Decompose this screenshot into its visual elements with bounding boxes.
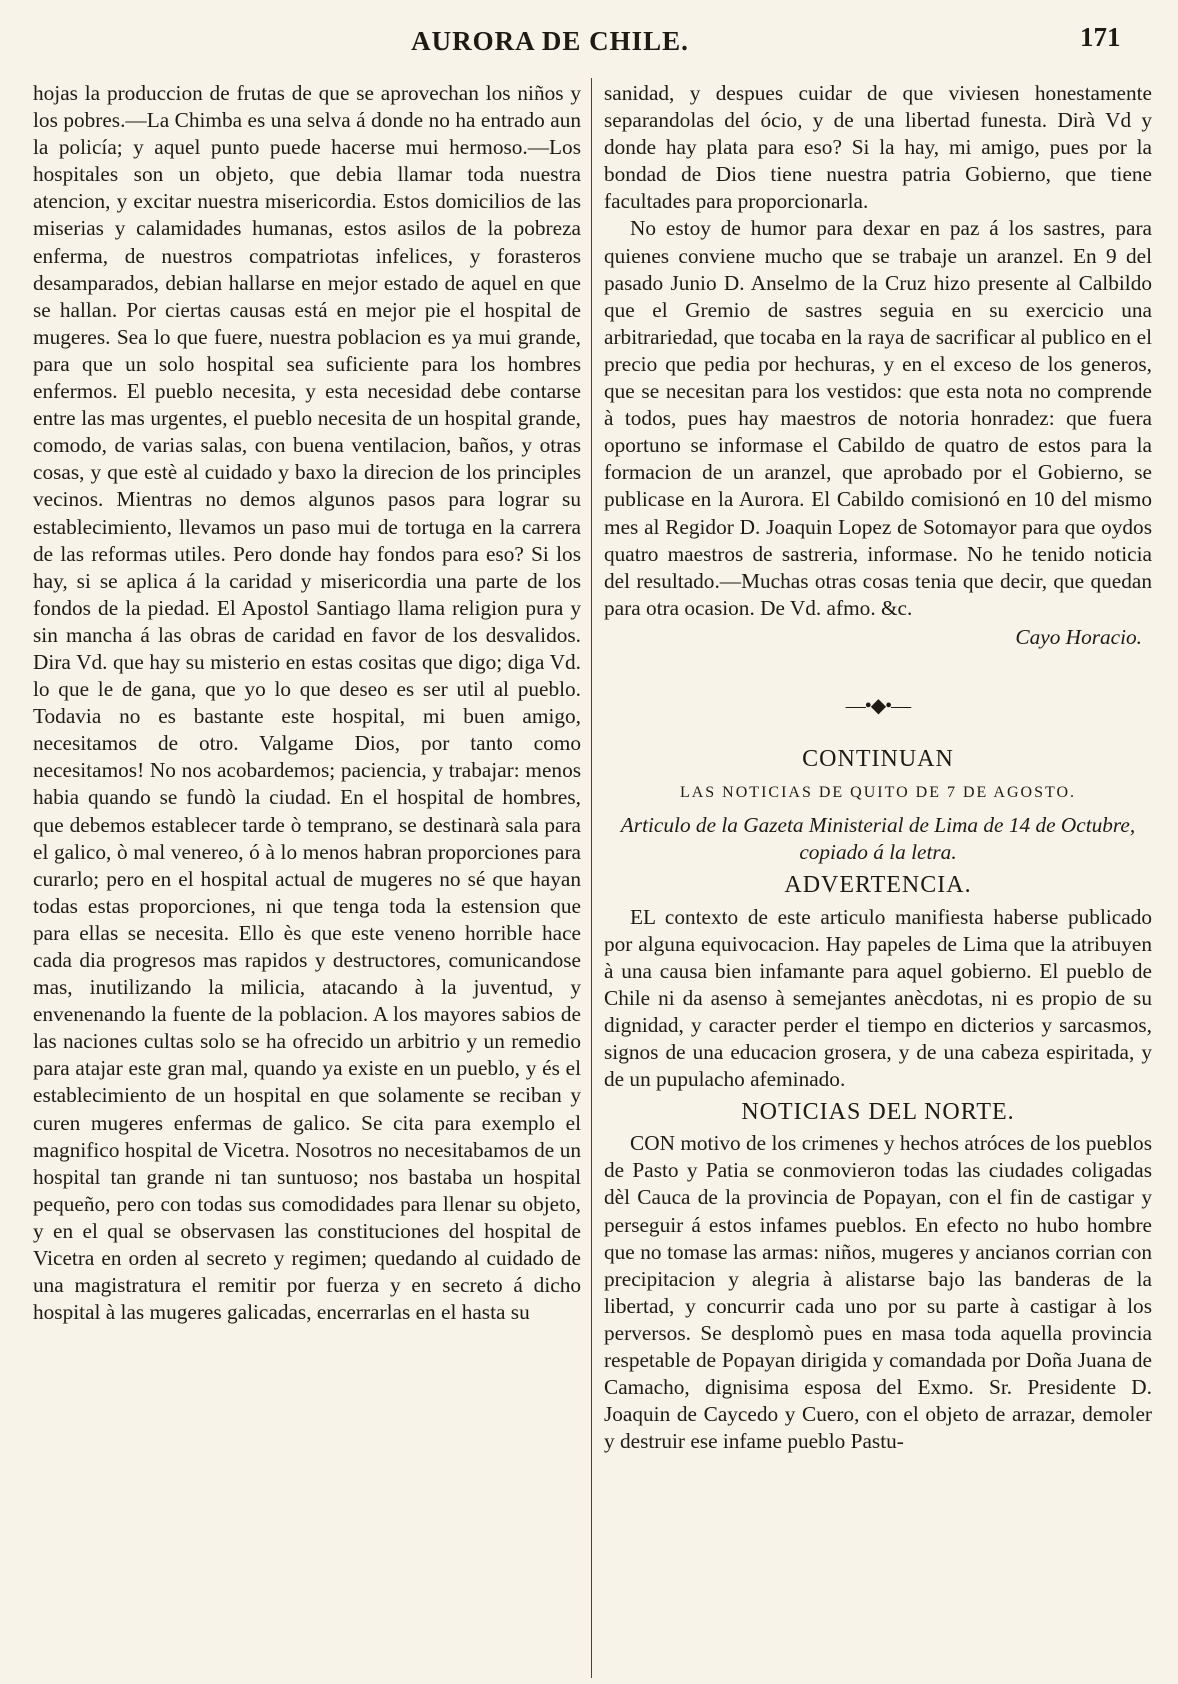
right-column	[604, 80, 1152, 1680]
column-divider	[591, 78, 592, 1678]
newspaper-title: AURORA DE CHILE.	[411, 26, 689, 56]
right-paragraph-3: EL contexto de este articulo manifiesta haberse publicado por alguna equivocacion. Hay papeles de Lima que la atribuyen à una causa bien infamante para aquel gobierno. El pueblo de Chile ni da asenso à semejantes anècdotas, ni es propio de su dignidad, y caracter perder el tiempo en dicterios y sarcasmos, signos de una educacion grosera, y de una cabeza espiritada, y de un pupulacho afeminado.	[604, 904, 1152, 1092]
left-paragraph-1: hojas la produccion de frutas de que se aprovechan los niños y los pobres.—La Chimba es una selva á donde no ha entrado aun la policía; y aquel punto puede hacerse mui hermoso.—Los hospitales son un objeto, que debia llamar toda nuestra atencion, y excitar nuestra misericordia. Estos domicilios de las miserias y calamidades humanas, estos asilos de la pobreza enferma, de nuestros compatriotas infelices, y forasteros desamparados, debian hallarse en mejor estado de aquel en que se hallan. Por ciertas causas está en mejor pie el hospital de mugeres. Sea lo que fuere, nuestra poblacion es ya mui grande, para que un solo hospital sea suficiente para los hombres enfermos. El pueblo necesita, y esta necesidad debe contarse entre las mas urgentes, el pueblo necesita de un hospital grande, comodo, de varias salas, con buena ventilacion, baños, y otras cosas, y que estè al cuidado y baxo la direcion de los principles vecinos. Mientras no demos algunos pasos para lograr su establecimiento, llevamos un paso mui de tortuga en la carrera de las reformas utiles. Pero donde hay fondos para eso? Si los hay, si se aplica á la caridad y misericordia una parte de los fondos de la piedad. El Apostol Santiago llama religion pura y sin mancha á las obras de caridad en favor de los desvalidos. Dira Vd. que hay su misterio en estas cositas que digo; diga Vd. lo que le de gana, que yo lo que deseo es ser util al pueblo. Todavia no es bastante este hospital, mi buen amigo, necesitamos de otro. Valgame Dios, por tanto como necesitamos! No nos acobardemos; paciencia, y trabajar: menos habia quando se fundò la ciudad. En el hospital de hombres, que debemos establecer tarde ò temprano, se destinarà sala para el galico, ò mal venereo, ó à lo menos habran proporciones para curarlo; pero en el hospital actual de mugeres no sé que hayan todas estas proporciones, ni que tenga toda la estension que para ellas se necesita. Ello ès que este veneno horrible hace cada dia progresos mas rapidos y destructores, comunicandose mas, inutilizando la milicia, atacando à la juventud, y envenenando la fuente de la poblacion. A los mayores sabios de las naciones cultas solo se ha ofrecido un arbitrio y un remedio para atajar este gran mal, quando ya existe en un pueblo, y és el establecimiento de un hospital en que solamente se reciban y curen mugeres enfermas de galico. Se cita para exemplo el magnifico hospital de Vicetra. Nosotros no necesitabamos de un hospital tan grande ni tan suntuoso; nos bastaba un hospital pequeño, pero con todas sus comodidades para llenar su objeto, y en el qual se observasen las constituciones del hospital de Vicetra en orden al secreto y regimen; quedando al cuidado de una magistratura el remitir por fuerza y en secreto á dicho hospital à las mugeres galicadas, encerrarlas en el hasta su	[33, 81, 581, 1325]
right-paragraph-2: No estoy de humor para dexar en paz á los sastres, para quienes conviene mucho que se trabaje un aranzel. En 9 del pasado Junio D. Anselmo de la Cruz hizo presente al Calbildo que el Gremio de sastres seguia en su exercicio una arbitrariedad, que tocaba en la raya de sacrificar al publico en el precio que pedia por hechuras, y en el exceso de los generos, que se necesitan para los vestidos: que esta nota no comprende à todos, pues hay maestros de notoria honradez: que fuera oportuno se informase el Cabildo de quatro de estos para la formacion de un aranzel, que aprobado por el Gobierno, se publicase en la Aurora. El Cabildo comisionó en 10 del mismo mes al Regidor D. Joaquin Lopez de Sotomayor para que oydos quatro maestros de sastreria, informase. No he tenido noticia del resultado.—Muchas otras cosas tenia que decir, que quedan para otra ocasion. De Vd. afmo. &c.	[604, 216, 1152, 620]
signature: Cayo Horacio.	[1015, 624, 1142, 649]
heading-advertencia: ADVERTENCIA.	[784, 872, 972, 899]
right-paragraph-1: sanidad, y despues cuidar de que viviesen honestamente separandolas del ócio, y de una libertad funesta. Dirà Vd y donde hay plata para eso? Si la hay, mi amigo, pues por la bondad de Dios tiene nuestra patria Gobierno, que tiene facultades para proporcionarla.	[604, 81, 1152, 214]
right-paragraph-4: CON motivo de los crimenes y hechos atróces de los pueblos de Pasto y Patia se conmovieron todas las ciudades coligadas dèl Cauca de la provincia de Popayan, con el fin de castigar y perseguir á estos infames pueblos. En efecto no hubo hombre que no tomase las armas: niños, mugeres y ancianos corrian con precipitacion y alegria à alistarse bajo las banderas de la libertad, y concurrir cada uno por su parte à castigar à los perversos. Se desplomò pues en masa toda aquella provincia respetable de Popayan dirigida y comandada por Doña Juana de Camacho, dignisima esposa del Exmo. Sr. Presidente D. Joaquin de Caycedo y Cuero, con el objeto de arrazar, demoler y destruir ese infame pueblo Pastu-	[604, 1131, 1152, 1454]
left-column	[33, 80, 581, 1680]
ornament-divider: —•◆•—	[845, 694, 911, 717]
italic-heading-gazeta: Articulo de la Gazeta Ministerial de Lima de 14 de Octubre, copiado á la letra.	[620, 813, 1136, 865]
heading-noticias-norte: NOTICIAS DEL NORTE.	[741, 1099, 1015, 1126]
page-number: 171	[1080, 22, 1121, 52]
subheading-noticias-quito: LAS NOTICIAS DE QUITO DE 7 DE AGOSTO.	[679, 784, 1077, 802]
heading-continuan: CONTINUAN	[802, 746, 954, 773]
